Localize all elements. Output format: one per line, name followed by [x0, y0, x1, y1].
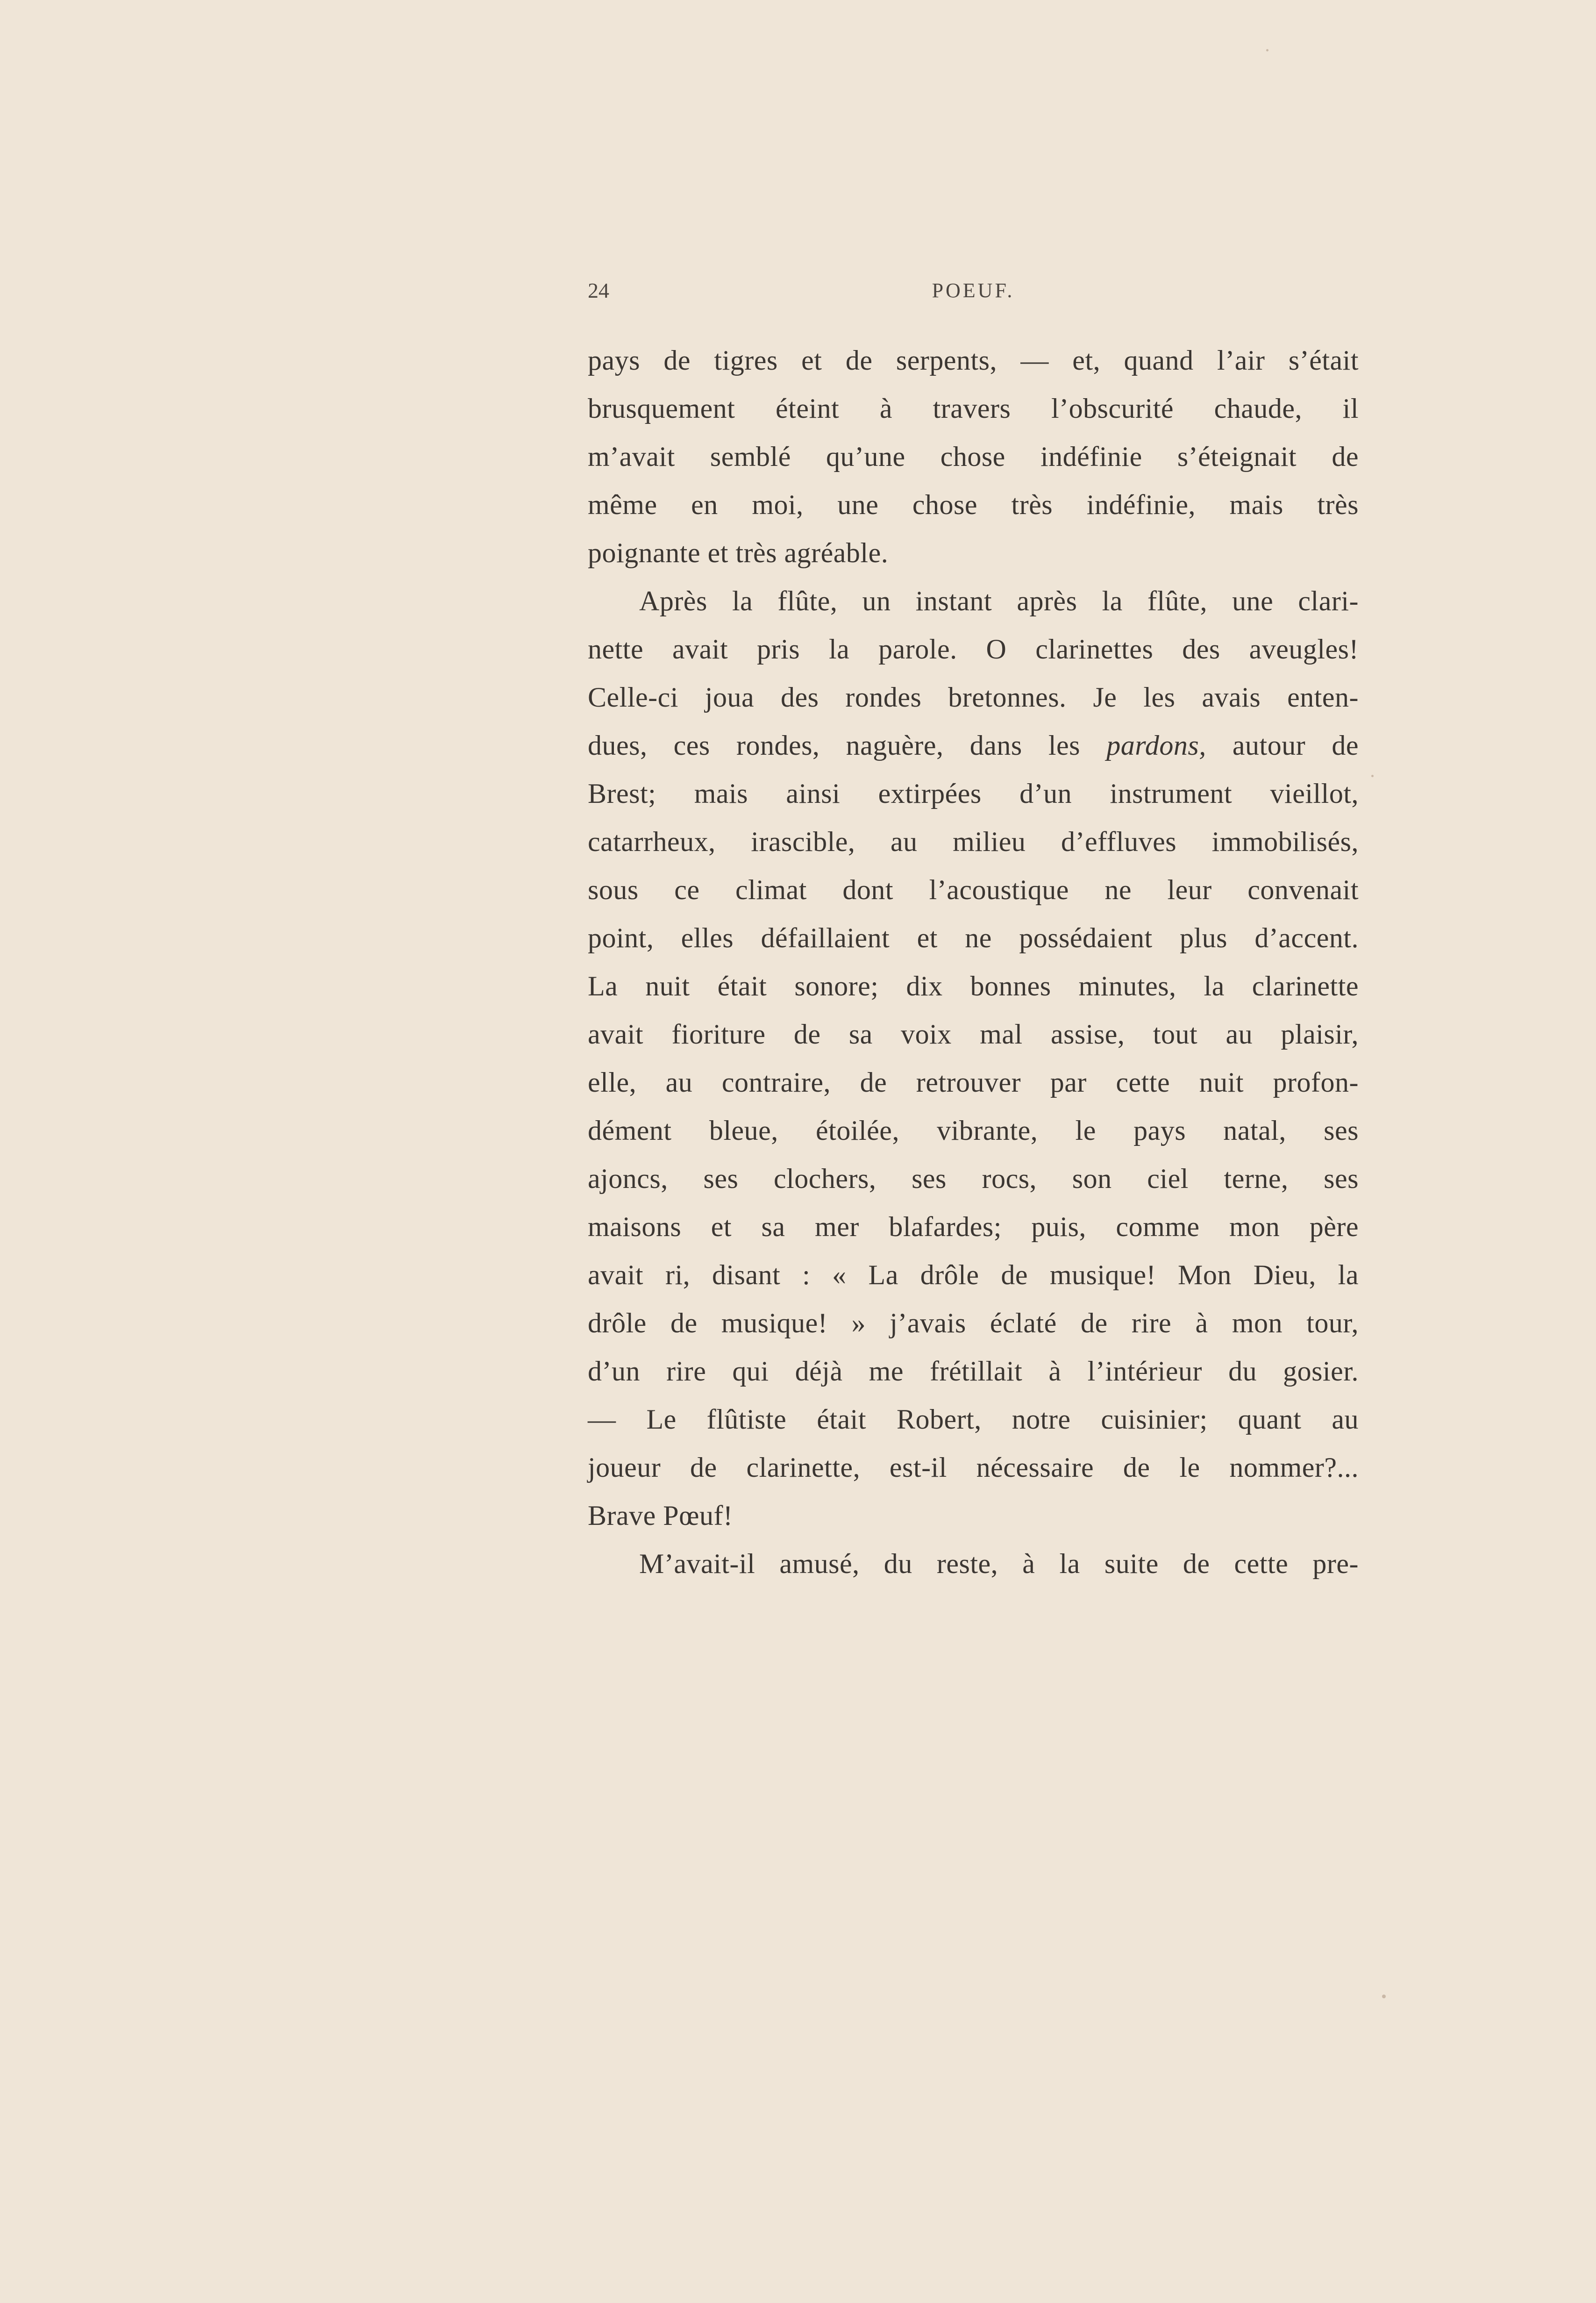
text-line: poignante et très agréable.: [588, 537, 889, 568]
text-line: dément bleue, étoilée, vibrante, le pays natal, ses: [588, 1115, 1359, 1146]
text-segment: dues, ces rondes, naguère, dans les: [588, 730, 1107, 761]
text-line: elle, au contraire, de retrouver par cette nuit profon-: [588, 1067, 1359, 1098]
paper-speck: [1371, 775, 1374, 777]
text-line: avait ri, disant : « La drôle de musique! Mon Dieu, la: [588, 1259, 1359, 1290]
paper-speck: [1382, 1995, 1386, 1998]
text-line: Brest; mais ainsi extirpées d’un instrument vieillot,: [588, 778, 1359, 809]
page-number: 24: [588, 279, 609, 302]
text-line: ajoncs, ses clochers, ses rocs, son ciel terne, ses: [588, 1163, 1359, 1194]
text-line: nette avait pris la parole. O clarinettes des aveugles!: [588, 634, 1359, 665]
text-line: sous ce climat dont l’acoustique ne leur convenait: [588, 874, 1359, 905]
text-line: Après la flûte, un instant après la flûte, une clari-: [639, 586, 1359, 616]
italic-word: pardons,: [1106, 730, 1206, 761]
text-line: maisons et sa mer blafardes; puis, comme mon père: [588, 1211, 1359, 1242]
text-line: drôle de musique! » j’avais éclaté de rire à mon tour,: [588, 1308, 1359, 1338]
running-title: POEUF.: [932, 279, 1015, 302]
text-line: d’un rire qui déjà me frétillait à l’intérieur du gosier.: [588, 1356, 1359, 1387]
text-line: Celle-ci joua des rondes bretonnes. Je les avais enten-: [588, 682, 1359, 713]
text-line: Brave Pœuf!: [588, 1500, 733, 1531]
text-line: pays de tigres et de serpents, — et, quand l’air s’était: [588, 345, 1359, 376]
text-line: catarrheux, irascible, au milieu d’effluves immobilisés,: [588, 826, 1359, 857]
text-line: La nuit était sonore; dix bonnes minutes, la clarinette: [588, 971, 1359, 1001]
text-line: point, elles défaillaient et ne possédaient plus d’accent.: [588, 923, 1359, 953]
body-text: [588, 336, 1359, 1588]
text-line-with-italic: [588, 722, 1359, 770]
text-line: m’avait semblé qu’une chose indéfinie s’éteignait de: [588, 441, 1359, 472]
text-line: joueur de clarinette, est-il nécessaire de le nommer?...: [588, 1452, 1359, 1483]
text-line: — Le flûtiste était Robert, notre cuisinier; quant au: [588, 1404, 1359, 1435]
text-line: avait fioriture de sa voix mal assise, tout au plaisir,: [588, 1019, 1359, 1050]
text-segment: autour de: [1206, 730, 1359, 761]
text-line: même en moi, une chose très indéfinie, mais très: [588, 489, 1359, 520]
running-head: [588, 277, 1359, 309]
paper-speck: [1266, 49, 1268, 51]
text-line: M’avait-il amusé, du reste, à la suite de cette pre-: [639, 1548, 1359, 1579]
text-line: brusquement éteint à travers l’obscurité chaude, il: [588, 393, 1359, 424]
